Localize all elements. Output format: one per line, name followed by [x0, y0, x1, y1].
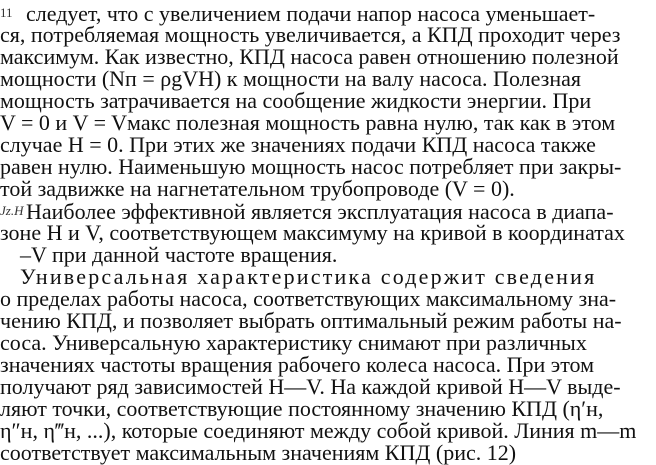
margin-number: 11 — [0, 5, 13, 20]
text-line-6: V = 0 и V = Vмакс полезная мощность равна нулю, так как в этом — [0, 110, 616, 135]
text-line-14: о пределах работы насоса, соответствующих максимальному зна- — [0, 286, 617, 311]
text-line-4: мощности (Nп = ρgVH) к мощности на валу насоса. Полезная — [0, 66, 582, 91]
margin-annotation: Jz.H — [0, 203, 24, 218]
text-line-17: значениях частоты вращения рабочего колеса насоса. При этом — [0, 352, 595, 377]
text-line-7: случае H = 0. При этих же значениях подачи КПД насоса также — [0, 132, 596, 157]
text-line-11: зоне H и V, соответствующем максимуму на кривой в координатах — [0, 220, 625, 245]
line-text: –V при данной частоте вращения. — [20, 242, 338, 267]
text-line-5: мощность затрачивается на сообщение жидкости энергии. При — [0, 88, 592, 113]
text-line-2: ся, потребляемая мощность увеличивается, а КПД проходит через — [0, 22, 621, 47]
text-line-16: соса. Универсальную характеристику снимают при различных — [0, 330, 587, 355]
text-line-19: ляют точки, соответствующие постоянному значению КПД (η′н, — [0, 396, 604, 421]
line-text: Наиболее эффективной является эксплуатация насоса в диапа- — [26, 199, 614, 224]
text-line-15: чению КПД, и позволяет выбрать оптимальный режим работы на- — [0, 308, 622, 333]
line-text: следует, что с увеличением подачи напор насоса уменьшает- — [26, 1, 596, 26]
text-line-9: той задвижке на нагнетательном трубопроводе (V = 0). — [0, 176, 515, 201]
text-line-21: соответствует максимальным значениям КПД (рис. 12) — [0, 440, 517, 465]
line-text: Универсальная характеристика содержит сведения — [20, 264, 597, 289]
text-line-20: η″н, η‴н, ...), которые соединяют между собой кривой. Линия m—m — [0, 418, 637, 443]
text-line-18: получают ряд зависимостей H—V. На каждой кривой H—V выде- — [0, 374, 621, 399]
text-line-8: равен нулю. Наименьшую мощность насос потребляет при закры- — [0, 154, 622, 179]
text-line-3: максимум. Как известно, КПД насоса равен отношению полезной — [0, 44, 619, 69]
